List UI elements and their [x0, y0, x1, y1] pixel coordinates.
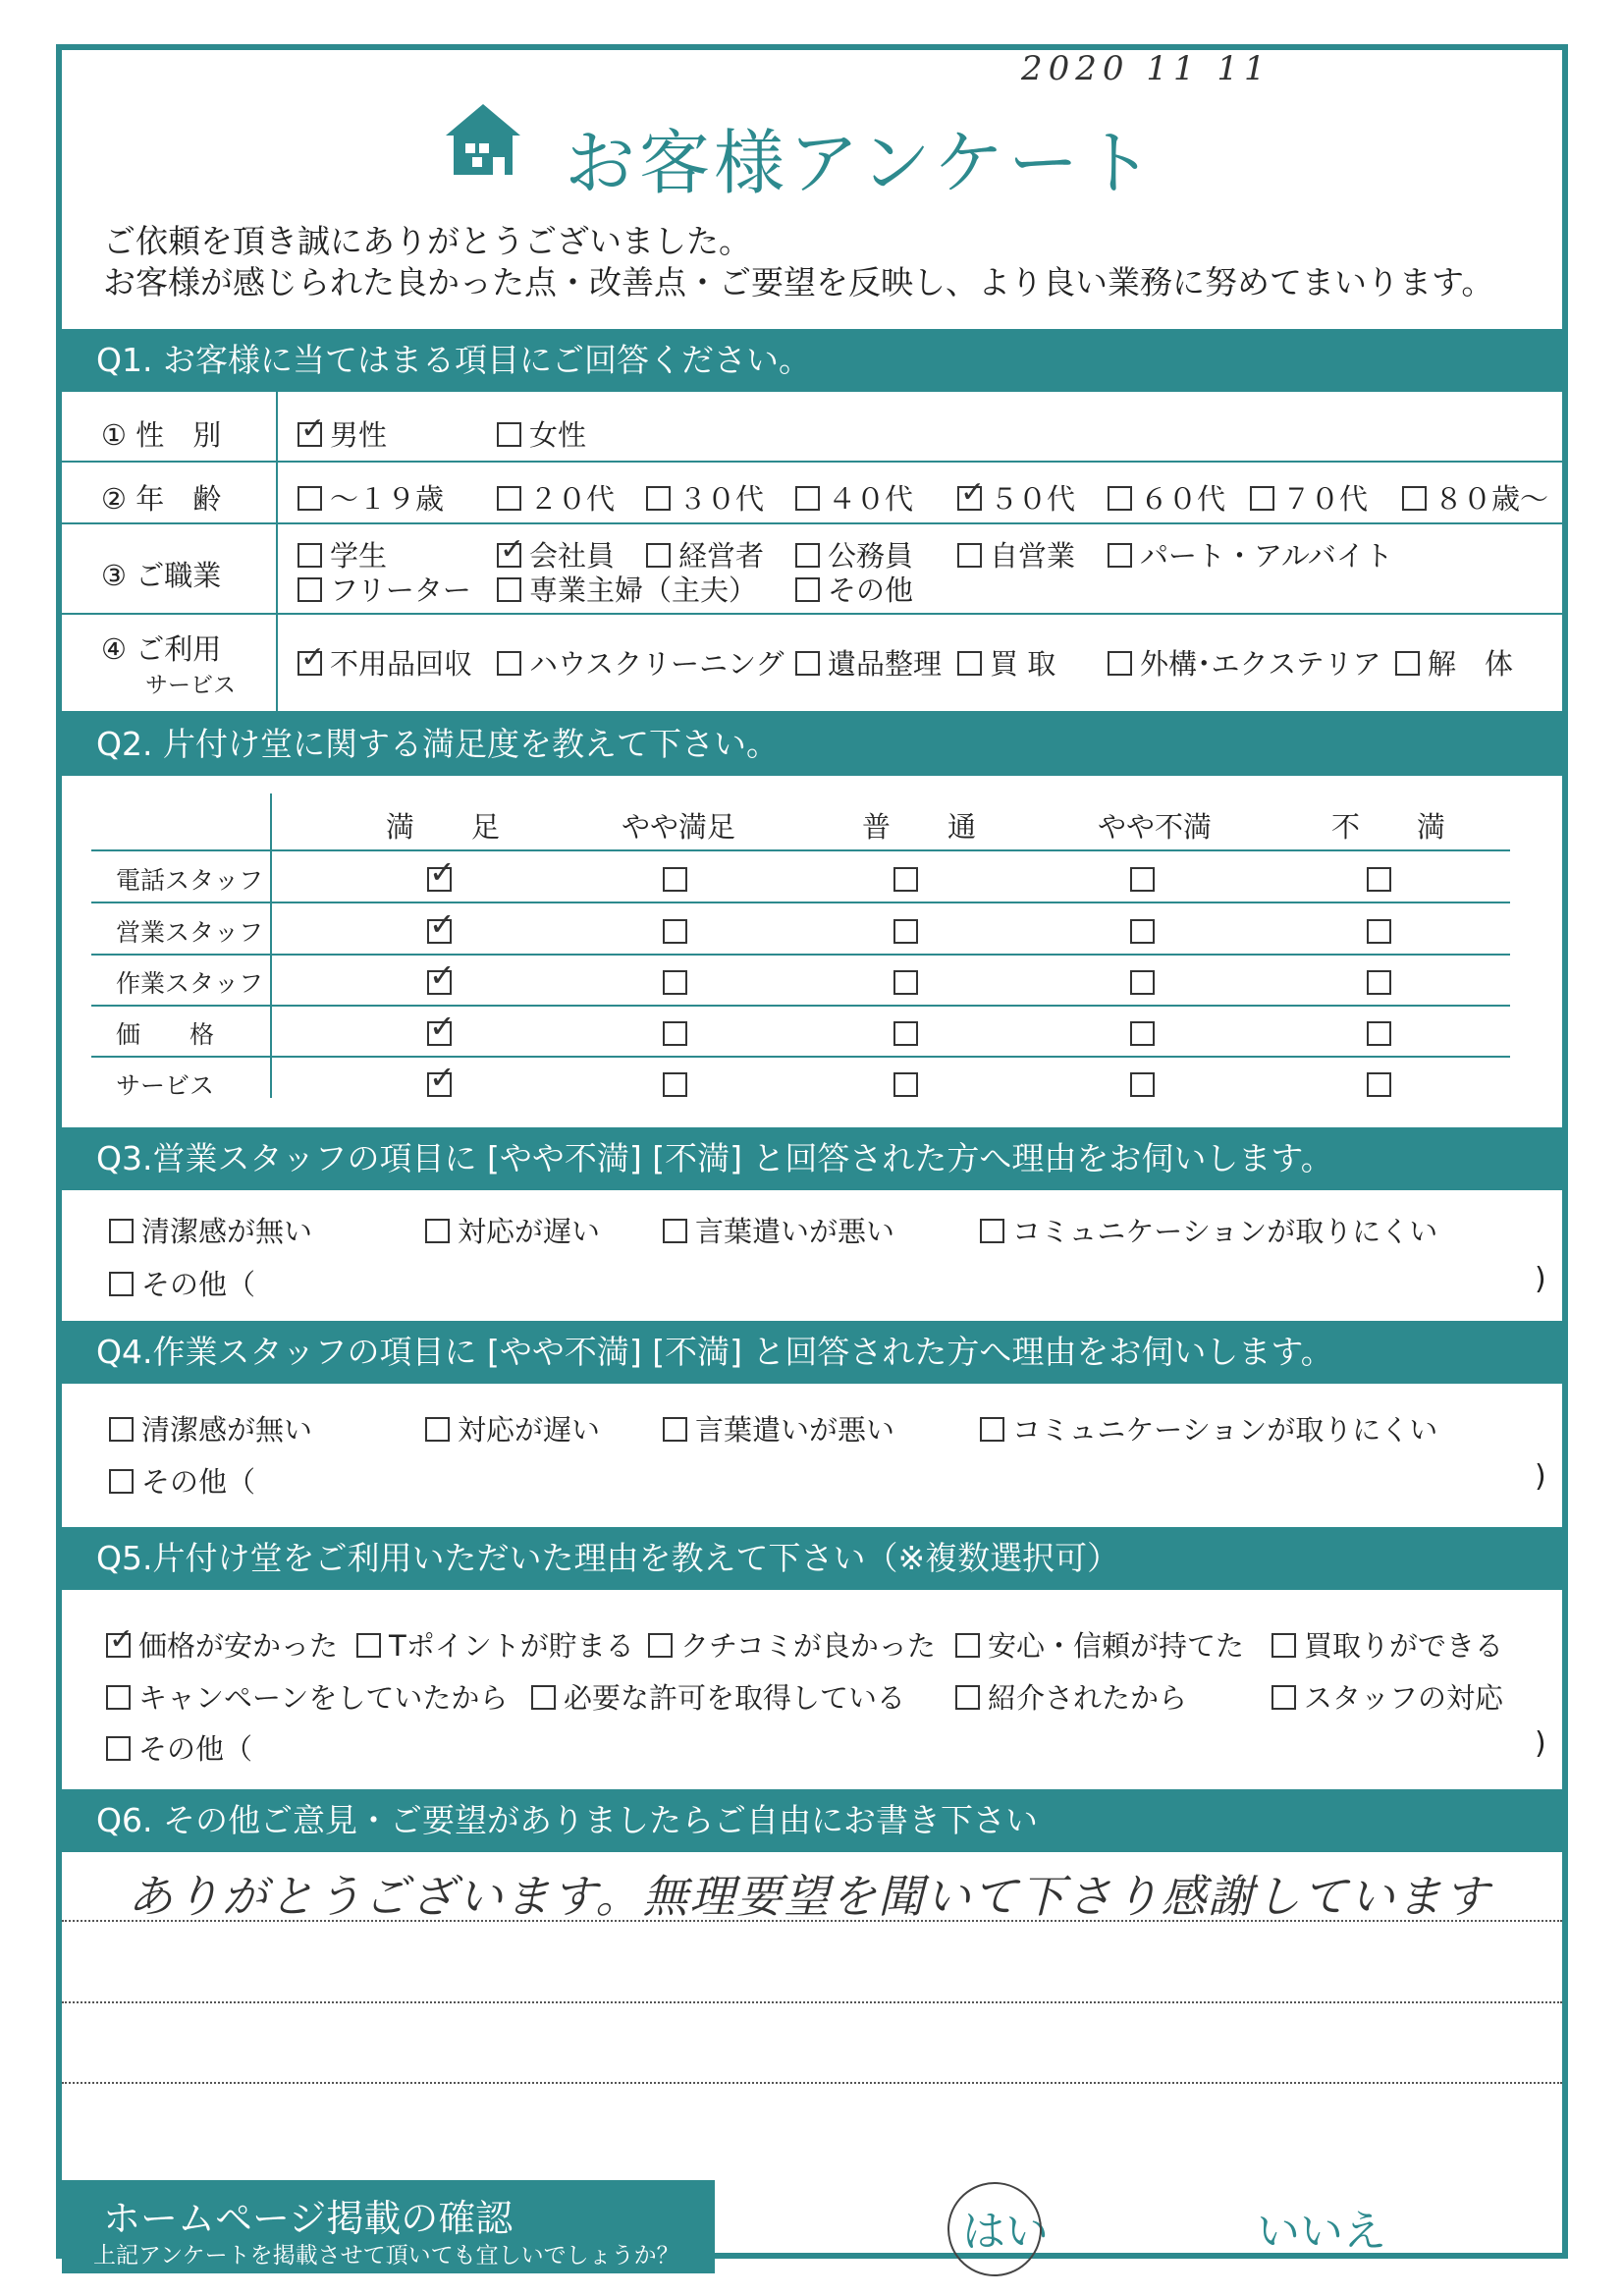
q1-heading: Q1. お客様に当てはまる項目にご回答ください。: [62, 329, 1562, 392]
q1-panel: [62, 392, 1562, 713]
q2-heading: Q2. 片付け堂に関する満足度を教えて下さい。: [62, 713, 1562, 776]
q5-panel: [62, 1590, 1562, 1777]
q2-checkbox[interactable]: ✓: [429, 905, 456, 943]
q5-option[interactable]: ✓ 価格が安かった: [106, 1624, 338, 1665]
q2-col-dissatisfied: 不 満: [1331, 810, 1446, 844]
q2-checkbox[interactable]: [1367, 919, 1391, 944]
q5-option[interactable]: 買取りができる: [1271, 1624, 1503, 1665]
q3-option-other[interactable]: その他（: [109, 1263, 255, 1303]
q5-option[interactable]: スタッフの対応: [1271, 1676, 1503, 1717]
q1-label-service: ④ ご利用: [101, 632, 222, 666]
q2-col-somewhat-satisfied: やや満足: [622, 810, 736, 844]
q1-option-occupation[interactable]: ✓ 会社員: [497, 534, 615, 574]
q2-checkbox[interactable]: [1367, 867, 1391, 892]
q1-option-occupation[interactable]: 経営者: [646, 534, 764, 574]
q2-col-neutral: 普 通: [862, 810, 977, 844]
page-title: お客様アンケート: [565, 122, 1158, 204]
q1-label-occupation: ③ ご職業: [101, 559, 222, 592]
q1-option-service[interactable]: ハウスクリーニング: [497, 642, 784, 683]
q2-row-sales-staff: 営業スタッフ: [116, 918, 264, 947]
q4-option[interactable]: コミュニケーションが取りにくい: [980, 1408, 1437, 1449]
q3-heading: Q3.営業スタッフの項目に [やや不満] [不満] と回答された方へ理由をお伺いします。: [62, 1127, 1562, 1190]
q1-row-sep: [62, 461, 1562, 463]
q2-checkbox[interactable]: [1367, 970, 1391, 995]
q2-checkbox[interactable]: ✓: [429, 853, 456, 891]
q2-col-satisfied: 満 足: [386, 810, 501, 844]
q2-checkbox[interactable]: [663, 970, 687, 995]
q5-option[interactable]: クチコミが良かった: [648, 1624, 936, 1665]
q1-option-age[interactable]: ７０代: [1250, 477, 1368, 518]
q5-option[interactable]: キャンペーンをしていたから: [106, 1676, 508, 1717]
q1-option-age[interactable]: ～１９歳: [298, 477, 444, 518]
house-logo-icon: [444, 100, 522, 179]
q4-option[interactable]: 清潔感が無い: [109, 1408, 312, 1449]
q1-option-occupation[interactable]: 自営業: [957, 534, 1075, 574]
q1-option-age[interactable]: ３０代: [646, 477, 764, 518]
q1-label-age: ② 年 齢: [101, 482, 222, 516]
q2-row-service: サービス: [116, 1071, 215, 1100]
q2-checkbox[interactable]: [1367, 1072, 1391, 1097]
q2-row-price: 価 格: [116, 1020, 215, 1049]
q2-divider: [270, 793, 272, 1098]
q4-option[interactable]: 言葉遣いが悪い: [663, 1408, 894, 1449]
q4-option-other[interactable]: その他（: [109, 1460, 255, 1501]
q1-option-occupation[interactable]: 公務員: [795, 534, 913, 574]
q1-option-service[interactable]: 解 体: [1395, 642, 1513, 683]
q2-line: [91, 849, 1510, 851]
confirm-title: ホームページ掲載の確認: [103, 2197, 514, 2240]
q2-checkbox[interactable]: [1130, 867, 1155, 892]
intro-line-2: お客様が感じられた良かった点・改善点・ご要望を反映し、より良い業務に努めてまいります。: [103, 263, 1494, 301]
q2-line: [91, 1056, 1510, 1058]
q2-checkbox[interactable]: [1367, 1021, 1391, 1046]
date-field[interactable]: 2020 11 11: [1021, 49, 1271, 88]
q3-panel: [62, 1190, 1562, 1313]
q2-checkbox[interactable]: ✓: [429, 1008, 456, 1045]
q1-option-age[interactable]: ４０代: [795, 477, 913, 518]
q1-option-occupation[interactable]: パート・アルバイト: [1108, 534, 1393, 574]
q6-ruled-line: [62, 1920, 1562, 1922]
q2-line: [91, 902, 1510, 903]
q1-option-occupation[interactable]: 専業主婦（主夫）: [497, 569, 757, 609]
q2-panel: [62, 776, 1562, 1120]
q1-option-male[interactable]: ✓ 男性: [298, 413, 387, 454]
q6-ruled-line: [62, 2001, 1562, 2003]
q2-line: [91, 1005, 1510, 1007]
q1-option-service[interactable]: 遺品整理: [795, 642, 942, 683]
q3-option[interactable]: 言葉遣いが悪い: [663, 1210, 894, 1250]
q3-option[interactable]: 清潔感が無い: [109, 1210, 312, 1250]
q2-row-phone-staff: 電話スタッフ: [116, 866, 264, 895]
intro-line-1: ご依頼を頂き誠にありがとうございました。: [103, 222, 751, 260]
q2-checkbox[interactable]: ✓: [429, 957, 456, 994]
q2-checkbox[interactable]: [1130, 919, 1155, 944]
q2-checkbox[interactable]: ✓: [429, 1059, 456, 1096]
q2-col-somewhat-dissatisfied: やや不満: [1098, 810, 1213, 844]
q1-option-age[interactable]: ✓ ５０代: [957, 477, 1075, 518]
confirm-yes-option[interactable]: はい: [962, 2207, 1049, 2257]
q2-checkbox[interactable]: [1130, 1072, 1155, 1097]
q2-checkbox[interactable]: [893, 867, 918, 892]
q1-option-occupation[interactable]: 学生: [298, 534, 387, 574]
q5-option[interactable]: 必要な許可を取得している: [531, 1676, 905, 1717]
q1-label-gender: ① 性 別: [101, 418, 222, 452]
q1-divider: [276, 392, 278, 713]
q1-option-occupation[interactable]: フリーター: [298, 569, 471, 609]
q2-checkbox[interactable]: [663, 1021, 687, 1046]
q1-option-age[interactable]: ６０代: [1108, 477, 1225, 518]
q1-row-sep: [62, 613, 1562, 615]
q5-heading: Q5.片付け堂をご利用いただいた理由を教えて下さい（※複数選択可）: [62, 1527, 1562, 1590]
q2-checkbox[interactable]: [663, 867, 687, 892]
q3-option[interactable]: 対応が遅い: [425, 1210, 600, 1250]
q4-close-paren: ): [1535, 1459, 1546, 1494]
q5-option[interactable]: Tポイントが貯まる: [356, 1624, 634, 1665]
q2-line: [91, 954, 1510, 956]
confirm-subtitle: 上記アンケートを掲載させて頂いても宜しいでしょうか？: [93, 2243, 679, 2269]
q1-option-service[interactable]: ✓ 不用品回収: [298, 642, 472, 683]
q6-answer[interactable]: ありがとうございます。無理要望を聞いて下さり感謝しています: [128, 1870, 1491, 1923]
q5-option[interactable]: 安心・信頼が持てた: [955, 1624, 1244, 1665]
q2-checkbox[interactable]: [663, 919, 687, 944]
q4-panel: [62, 1384, 1562, 1506]
confirm-no-option[interactable]: いいえ: [1257, 2207, 1386, 2257]
q4-option[interactable]: 対応が遅い: [425, 1408, 600, 1449]
q4-heading: Q4.作業スタッフの項目に [やや不満] [不満] と回答された方へ理由をお伺いします。: [62, 1321, 1562, 1384]
q1-option-service[interactable]: 買 取: [957, 642, 1055, 683]
q5-close-paren: ): [1535, 1726, 1546, 1761]
q1-option-occupation[interactable]: その他: [795, 569, 913, 609]
q2-row-work-staff: 作業スタッフ: [116, 969, 264, 998]
q5-option[interactable]: 紹介されたから: [955, 1676, 1187, 1717]
q3-close-paren: ): [1535, 1262, 1546, 1296]
q1-row-sep: [62, 522, 1562, 524]
q2-checkbox[interactable]: [893, 1072, 918, 1097]
q6-heading: Q6. その他ご意見・ご要望がありましたらご自由にお書き下さい: [62, 1789, 1562, 1852]
q6-ruled-line: [62, 2082, 1562, 2084]
q1-option-age[interactable]: ２０代: [497, 477, 615, 518]
q2-checkbox[interactable]: [1130, 1021, 1155, 1046]
q1-option-female[interactable]: 女性: [497, 413, 586, 454]
q2-checkbox[interactable]: [893, 970, 918, 995]
q2-checkbox[interactable]: [893, 919, 918, 944]
q5-option-other[interactable]: その他（: [106, 1727, 252, 1768]
q2-checkbox[interactable]: [663, 1072, 687, 1097]
q3-option[interactable]: コミュニケーションが取りにくい: [980, 1210, 1437, 1250]
q2-checkbox[interactable]: [893, 1021, 918, 1046]
q1-option-age[interactable]: ８０歳～: [1402, 477, 1548, 518]
q1-option-service[interactable]: 外構･エクステリア: [1108, 642, 1381, 683]
q2-checkbox[interactable]: [1130, 970, 1155, 995]
q1-label-service-sub: サービス: [145, 673, 236, 698]
